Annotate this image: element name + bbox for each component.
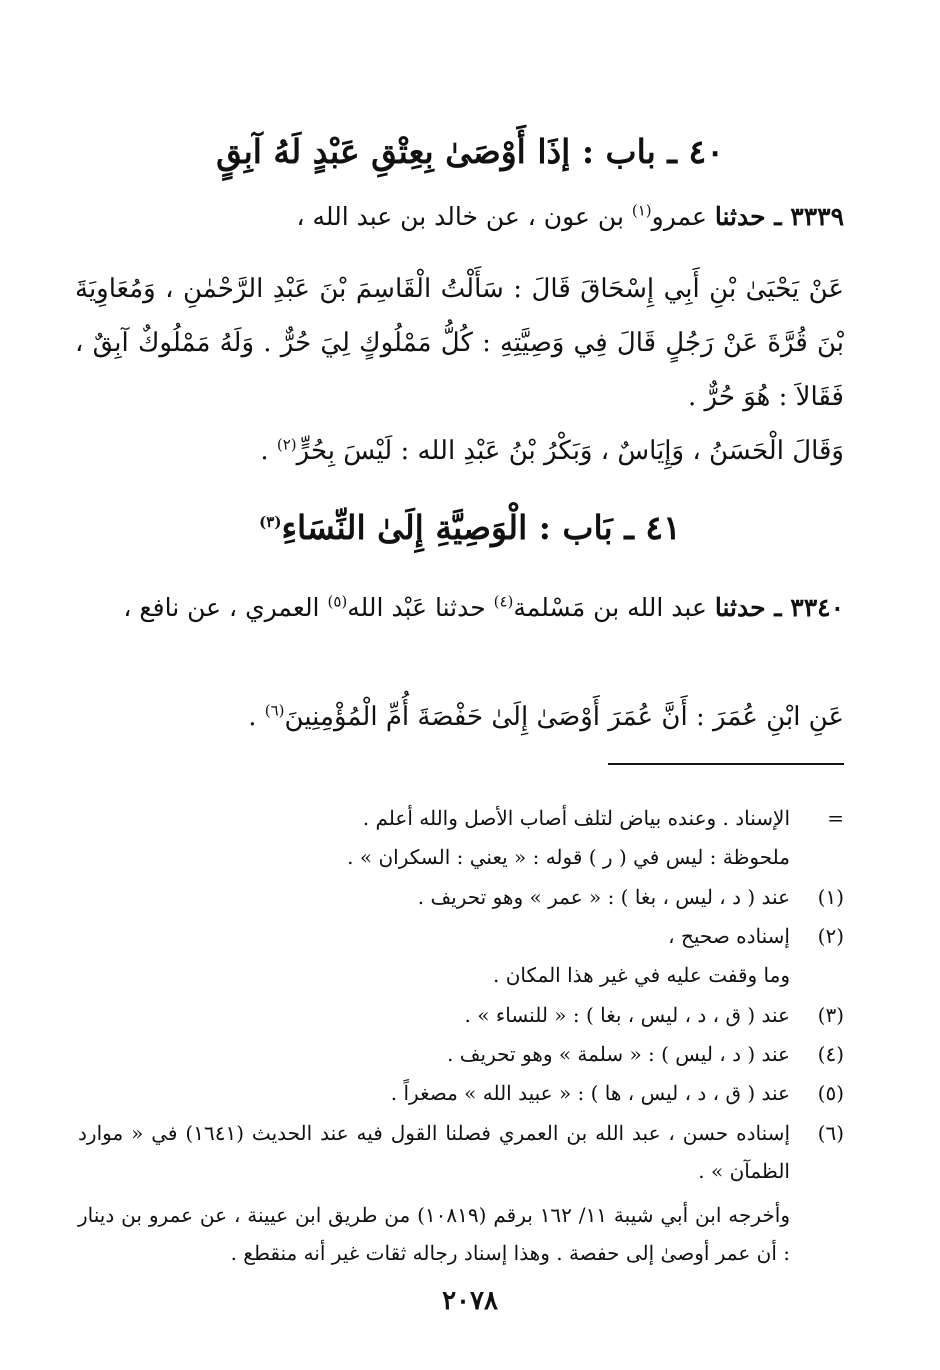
- footnote-1-number: (١): [817, 885, 844, 909]
- footnote-ref-3: (٣): [259, 513, 282, 531]
- footnote-ref-1: (١): [631, 201, 652, 220]
- hadith-3340-text: عَنِ ابْنِ عُمَرَ : أَنَّ عُمَرَ أَوْصَىٰ إِلَىٰ حَفْصَةَ أُمِّ الْمُؤْمِنِينَ: [284, 702, 844, 732]
- hadith-3339-number: ٣٣٣٩ ـ حدثنا: [714, 202, 844, 231]
- footnote-ref-2: (٢): [276, 435, 297, 454]
- hadith-3339-narrator-a: عمرو: [651, 202, 707, 231]
- footnote-ref-6: (٦): [264, 701, 285, 720]
- footnote-6-number: (٦): [817, 1121, 844, 1145]
- hadith-3339-end: .: [260, 436, 269, 466]
- footnote-4-text: عند ( د ، ليس ) : « سلمة » وهو تحريف .: [447, 1042, 790, 1066]
- hadith-3340-part-a: عبد الله بن مَسْلمة: [513, 593, 707, 622]
- hadith-3340-matn: [74, 694, 844, 740]
- footnote-ref-4: (٤): [493, 592, 514, 611]
- footnote-3-text: عند ( ق ، د ، ليس ، بغا ) : « للنساء » .: [464, 1003, 790, 1027]
- hadith-3340-part-c: العمري ، عن نافع ،: [123, 593, 320, 622]
- hadith-3339-isnad: [74, 194, 844, 240]
- hadith-3340-number: ٣٣٤٠ ـ حدثنا: [714, 593, 844, 622]
- footnote-2-text-b: وما وقفت عليه في غير هذا المكان .: [492, 963, 790, 987]
- footnote-3-number: (٣): [817, 1003, 844, 1027]
- hadith-3339-text2: وَقَالَ الْحَسَنُ ، وَإِيَاسٌ ، وَبَكْرُ بْنُ عَبْدِ الله : لَيْسَ بِحُرٍّ: [296, 436, 844, 466]
- hadith-3340-part-b: حدثنا عَبْد الله: [347, 593, 486, 622]
- footnote-4-number: (٤): [817, 1042, 844, 1066]
- footnote-note: ملحوظة : ليس في ( ر ) قوله : « يعني : السكران » .: [347, 845, 790, 869]
- footnote-6-text-b: وأخرجه ابن أبي شيبة ١١/ ١٦٢ برقم (١٠٨١٩) من طريق ابن عيينة ، عن عمرو بن دينار : أن عمر أوصىٰ إلى حفصة . وهذا إسناد رجاله ثقات غير أنه منقطع .: [78, 1203, 790, 1265]
- hadith-3340-isnad: [75, 580, 844, 636]
- hadith-3339-matn: عَنْ يَحْيَىٰ بْنِ أَبِي إِسْحَاقَ قَالَ : سَأَلْتُ الْقَاسِمَ بْنَ عَبْدِ الرَّحْمٰنِ ، وَمُعَاوِيَةَ بْنَ قُرَّةَ عَنْ رَجُلٍ قَالَ فِي وَصِيَّتِهِ : كُلُّ مَمْلُوكٍ لِيَ حُرٌّ . وَلَهُ مَمْلُوكٌ آبِقٌ ، فَقَالاَ : هُوَ حُرٌّ .: [75, 274, 844, 412]
- page-number: ٢٠٧٨: [442, 1286, 498, 1316]
- footnote-2-text-a: إسناده صحيح ،: [668, 924, 790, 948]
- footnote-5-number: (٥): [817, 1081, 844, 1105]
- footnote-1-text: عند ( د ، ليس ، بغا ) : « عمر » وهو تحريف .: [417, 885, 790, 909]
- hadith-3340-end: .: [248, 702, 257, 732]
- chapter-41-heading: ٤١ ـ بَاب : الْوَصِيَّةِ إِلَىٰ النِّسَاءِ: [281, 508, 681, 547]
- footnote-continuation-marker: =: [827, 806, 844, 830]
- hadith-3339-narrator-b: بن عون ، عن خالد بن عبد الله ،: [296, 202, 624, 231]
- footnote-5-text: عند ( ق ، د ، ليس ، ها ) : « عبيد الله » مصغراً .: [390, 1081, 790, 1105]
- chapter-40-heading: ٤٠ ـ باب : إذَا أَوْصَىٰ بِعِتْقِ عَبْدٍ لَهُ آبِقٍ: [216, 132, 724, 171]
- footnote-separator: [608, 763, 844, 765]
- footnote-2-number: (٢): [817, 924, 844, 948]
- hadith-3339-additional: [74, 428, 844, 474]
- footnote-ref-5: (٥): [327, 592, 348, 611]
- chapter-41-heading-wrap: [0, 498, 940, 558]
- footnote-6-text-a: إسناده حسن ، عبد الله بن العمري فصلنا القول فيه عند الحديث (١٦٤١) في « موارد الظمآن » .: [78, 1121, 790, 1183]
- footnote-continuation-line-1: الإسناد . وعنده بياض لتلف أصاب الأصل والله أعلم .: [362, 806, 790, 830]
